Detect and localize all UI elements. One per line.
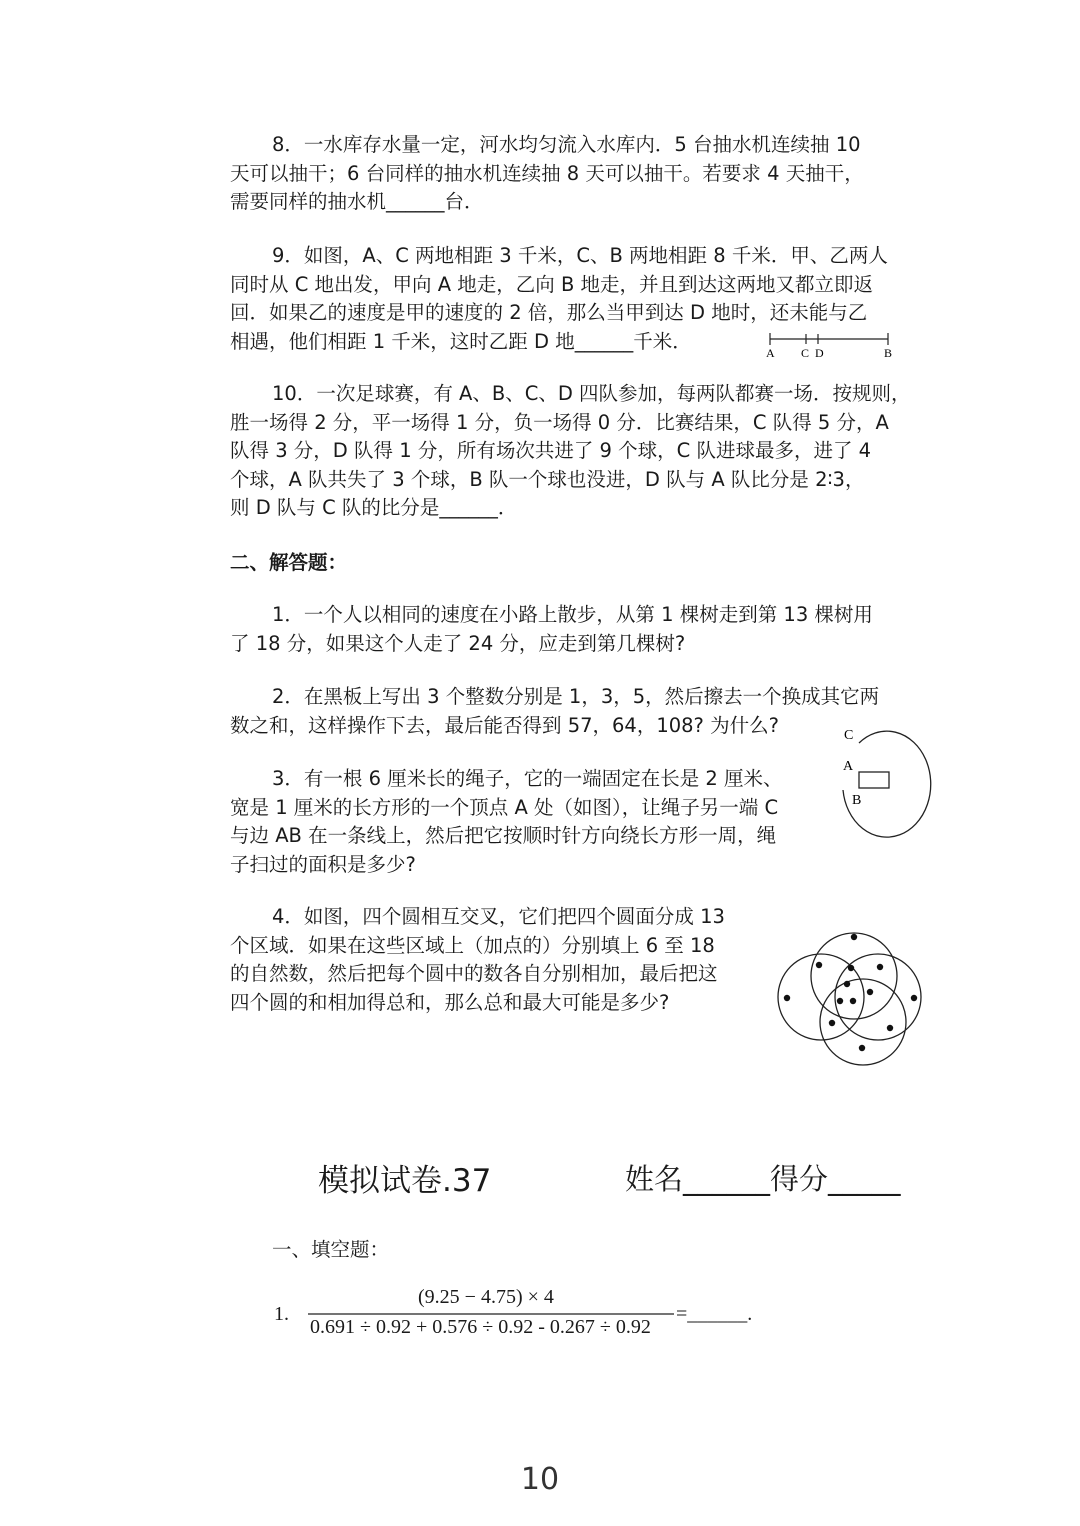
region-dot xyxy=(851,934,857,940)
label-a: A xyxy=(766,346,775,360)
four-circles-figure xyxy=(774,918,930,1070)
fill-in-section-title: 一、填空题： xyxy=(272,1238,390,1261)
fraction-numerator: (9.25 − 4.75) × 4 xyxy=(418,1286,554,1308)
question-10-line-5: 则 D 队与 C 队的比分是______． xyxy=(230,496,518,519)
label-b: B xyxy=(884,346,893,360)
answer-blank: =______. xyxy=(676,1303,753,1325)
page-number: 10 xyxy=(520,1462,560,1497)
label-rope-c: C xyxy=(844,728,854,743)
question-10-line-2: 胜一场得 2 分，平一场得 1 分，负一场得 0 分．比赛结果，C 队得 5 分，A xyxy=(230,410,889,434)
problem-1-line-1: 1．一个人以相同的速度在小路上散步，从第 1 棵树走到第 13 棵树用 xyxy=(272,603,873,626)
problem-3-line-4: 子扫过的面积是多少? xyxy=(230,852,416,876)
rope-rectangle-figure xyxy=(836,724,942,846)
section-2-title: 二、解答题： xyxy=(230,551,348,574)
problem-2-line-1: 2．在黑板上写出 3 个整数分别是 1，3，5，然后擦去一个换成其它两 xyxy=(272,685,880,708)
problem-3-line-3: 与边 AB 在一条线上，然后把它按顺时针方向绕长方形一周，绳 xyxy=(230,824,777,847)
problem-4-line-2: 个区域．如果在这些区域上（加点的）分别填上 6 至 18 xyxy=(230,933,715,957)
problem-4-line-4: 四个圆的和相加得总和，那么总和最大可能是多少? xyxy=(230,990,670,1014)
exam-title: 模拟试卷.37 xyxy=(318,1163,492,1199)
region-dot xyxy=(867,989,873,995)
question-10-line-1: 10．一次足球赛，有 A、B、C、D 四队参加，每两队都赛一场．按规则， xyxy=(272,382,911,405)
problem-4-line-3: 的自然数，然后把每个圆中的数各自分别相加，最后把这 xyxy=(230,962,718,985)
exam-name-score: 姓名______得分_____ xyxy=(625,1162,901,1196)
region-dot xyxy=(784,995,790,1001)
question-8-line-3: 需要同样的抽水机______台． xyxy=(230,190,484,213)
region-dot xyxy=(850,998,856,1004)
problem-3-line-1: 3．有一根 6 厘米长的绳子，它的一端固定在长是 2 厘米、 xyxy=(272,767,783,790)
question-8 xyxy=(230,131,920,217)
label-c: C xyxy=(801,346,810,360)
region-dot xyxy=(848,965,854,971)
question-10-line-3: 队得 3 分，D 队得 1 分，所有场次共进了 9 个球，C 队进球最多，进了 4 xyxy=(230,439,872,462)
question-8-line-2: 天可以抽干；6 台同样的抽水机连续抽 8 天可以抽干。若要求 4 天抽干， xyxy=(230,161,864,185)
region-dot xyxy=(816,962,822,968)
question-9-line-3: 回．如果乙的速度是甲的速度的 2 倍，那么当甲到达 D 地时，还未能与乙 xyxy=(230,301,868,324)
question-9-line-1: 9．如图，A、C 两地相距 3 千米，C、B 两地相距 8 千米．甲、乙两人 xyxy=(272,244,888,267)
question-9-line-4: 相遇，他们相距 1 千米，这时乙距 D 地______千米． xyxy=(230,329,692,353)
region-dot xyxy=(829,1020,835,1026)
problem-4-line-1: 4．如图，四个圆相互交叉，它们把四个圆面分成 13 xyxy=(272,905,725,928)
question-1-index: 1. xyxy=(274,1303,289,1325)
problem-2-line-2: 数之和，这样操作下去，最后能否得到 57，64，108? 为什么? xyxy=(230,713,779,737)
question-10-line-4: 个球，A 队共失了 3 个球，B 队一个球也没进，D 队与 A 队比分是 2∶3， xyxy=(230,467,865,491)
region-dots xyxy=(784,934,917,1051)
fraction-denominator: 0.691 ÷ 0.92 + 0.576 ÷ 0.92 - 0.267 ÷ 0.92 xyxy=(310,1316,651,1338)
region-dot xyxy=(887,1025,893,1031)
region-dot xyxy=(844,981,850,987)
problem-1-line-2: 了 18 分，如果这个人走了 24 分，应走到第几棵树? xyxy=(230,631,686,655)
problem-1 xyxy=(230,601,920,658)
label-rope-b: B xyxy=(852,793,862,808)
problem-3-line-2: 宽是 1 厘米的长方形的一个顶点 A 处（如图），让绳子另一端 C xyxy=(230,795,779,819)
problem-2 xyxy=(230,683,920,740)
region-dot xyxy=(837,998,843,1004)
line-segment-figure xyxy=(760,328,900,362)
question-10 xyxy=(230,380,920,523)
circle-top xyxy=(811,933,897,1019)
problem-3 xyxy=(230,765,920,879)
question-8-line-1: 8．一水库存水量一定，河水均匀流入水库内．5 台抽水机连续抽 10 xyxy=(272,133,861,156)
question-9-line-2: 同时从 C 地出发，甲向 A 地走，乙向 B 地走，并且到达这两地又都立即返 xyxy=(230,272,874,296)
region-dot xyxy=(911,995,917,1001)
label-rope-a: A xyxy=(843,759,854,774)
region-dot xyxy=(859,1045,865,1051)
label-d: D xyxy=(815,346,824,360)
region-dot xyxy=(877,964,883,970)
